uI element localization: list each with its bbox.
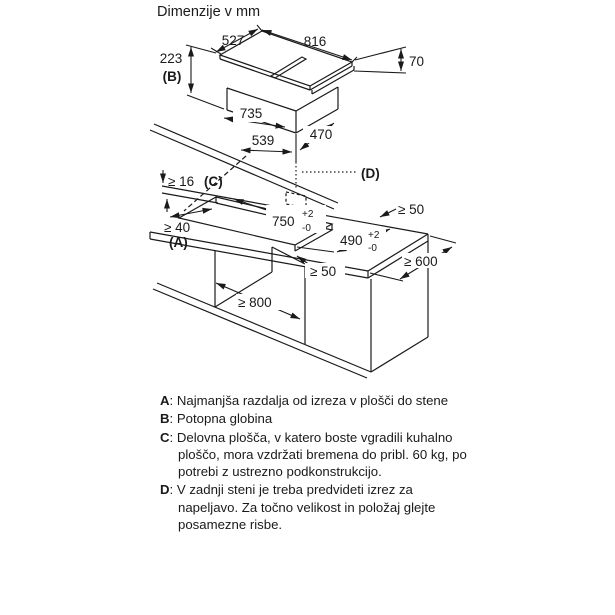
dim-800-label: ≥ 800 [238,295,272,310]
dim-50-back-label: ≥ 50 [398,202,425,217]
dim-527-label: 527 [221,33,245,48]
dim-490-tol-lower: -0 [368,243,377,254]
dim-223-key: (B) [162,69,182,84]
dim-750-label: 750 [272,214,295,229]
legend-item-b: B: Potopna globina [160,411,273,427]
dim-thickness-key: (C) [204,174,223,189]
cabinet-installation-view [150,124,428,378]
dim-duct-key: (D) [361,166,380,181]
legend-item-c: C: Delovna plošča, v katero boste vgradili kuhalno ploščo, mora vzdržati bremena do pribl. 60 kg, po potrebi z ustrezno podkonstrukcijo. [160,429,467,480]
dim-600-label: ≥ 600 [404,254,438,269]
dim-750-tol-lower: -0 [302,223,311,234]
dim-50-front-label: ≥ 50 [310,264,337,279]
dim-490-tol-upper: +2 [368,230,380,241]
dim-70-label: 70 [409,54,425,69]
dim-470-label: 470 [309,127,333,142]
dim-wall-gap-key: (A) [169,235,188,250]
dim-735-label: 735 [239,106,263,121]
dim-thickness-label: ≥ 16 [168,174,195,189]
dim-816-label: 816 [303,34,327,49]
legend-item-a: A: Najmanjša razdalja od izreza v plošči do stene [160,393,449,408]
dim-wall-gap-label: ≥ 40 [164,220,191,235]
dimension-labels [160,33,438,310]
hob-dimension-lines [186,25,406,162]
page-title: Dimenzije v mm [157,4,261,20]
legend-item-d: D: V zadnji steni je treba predvideti izrez za napeljavo. Za točno velikost in položaj glejte posamezne risbe. [160,482,436,532]
dim-223-label: 223 [159,51,183,66]
dim-750-tol-upper: +2 [302,209,314,220]
dim-490-label: 490 [340,233,363,248]
legend [160,392,472,534]
dim-539-label: 539 [251,133,275,148]
